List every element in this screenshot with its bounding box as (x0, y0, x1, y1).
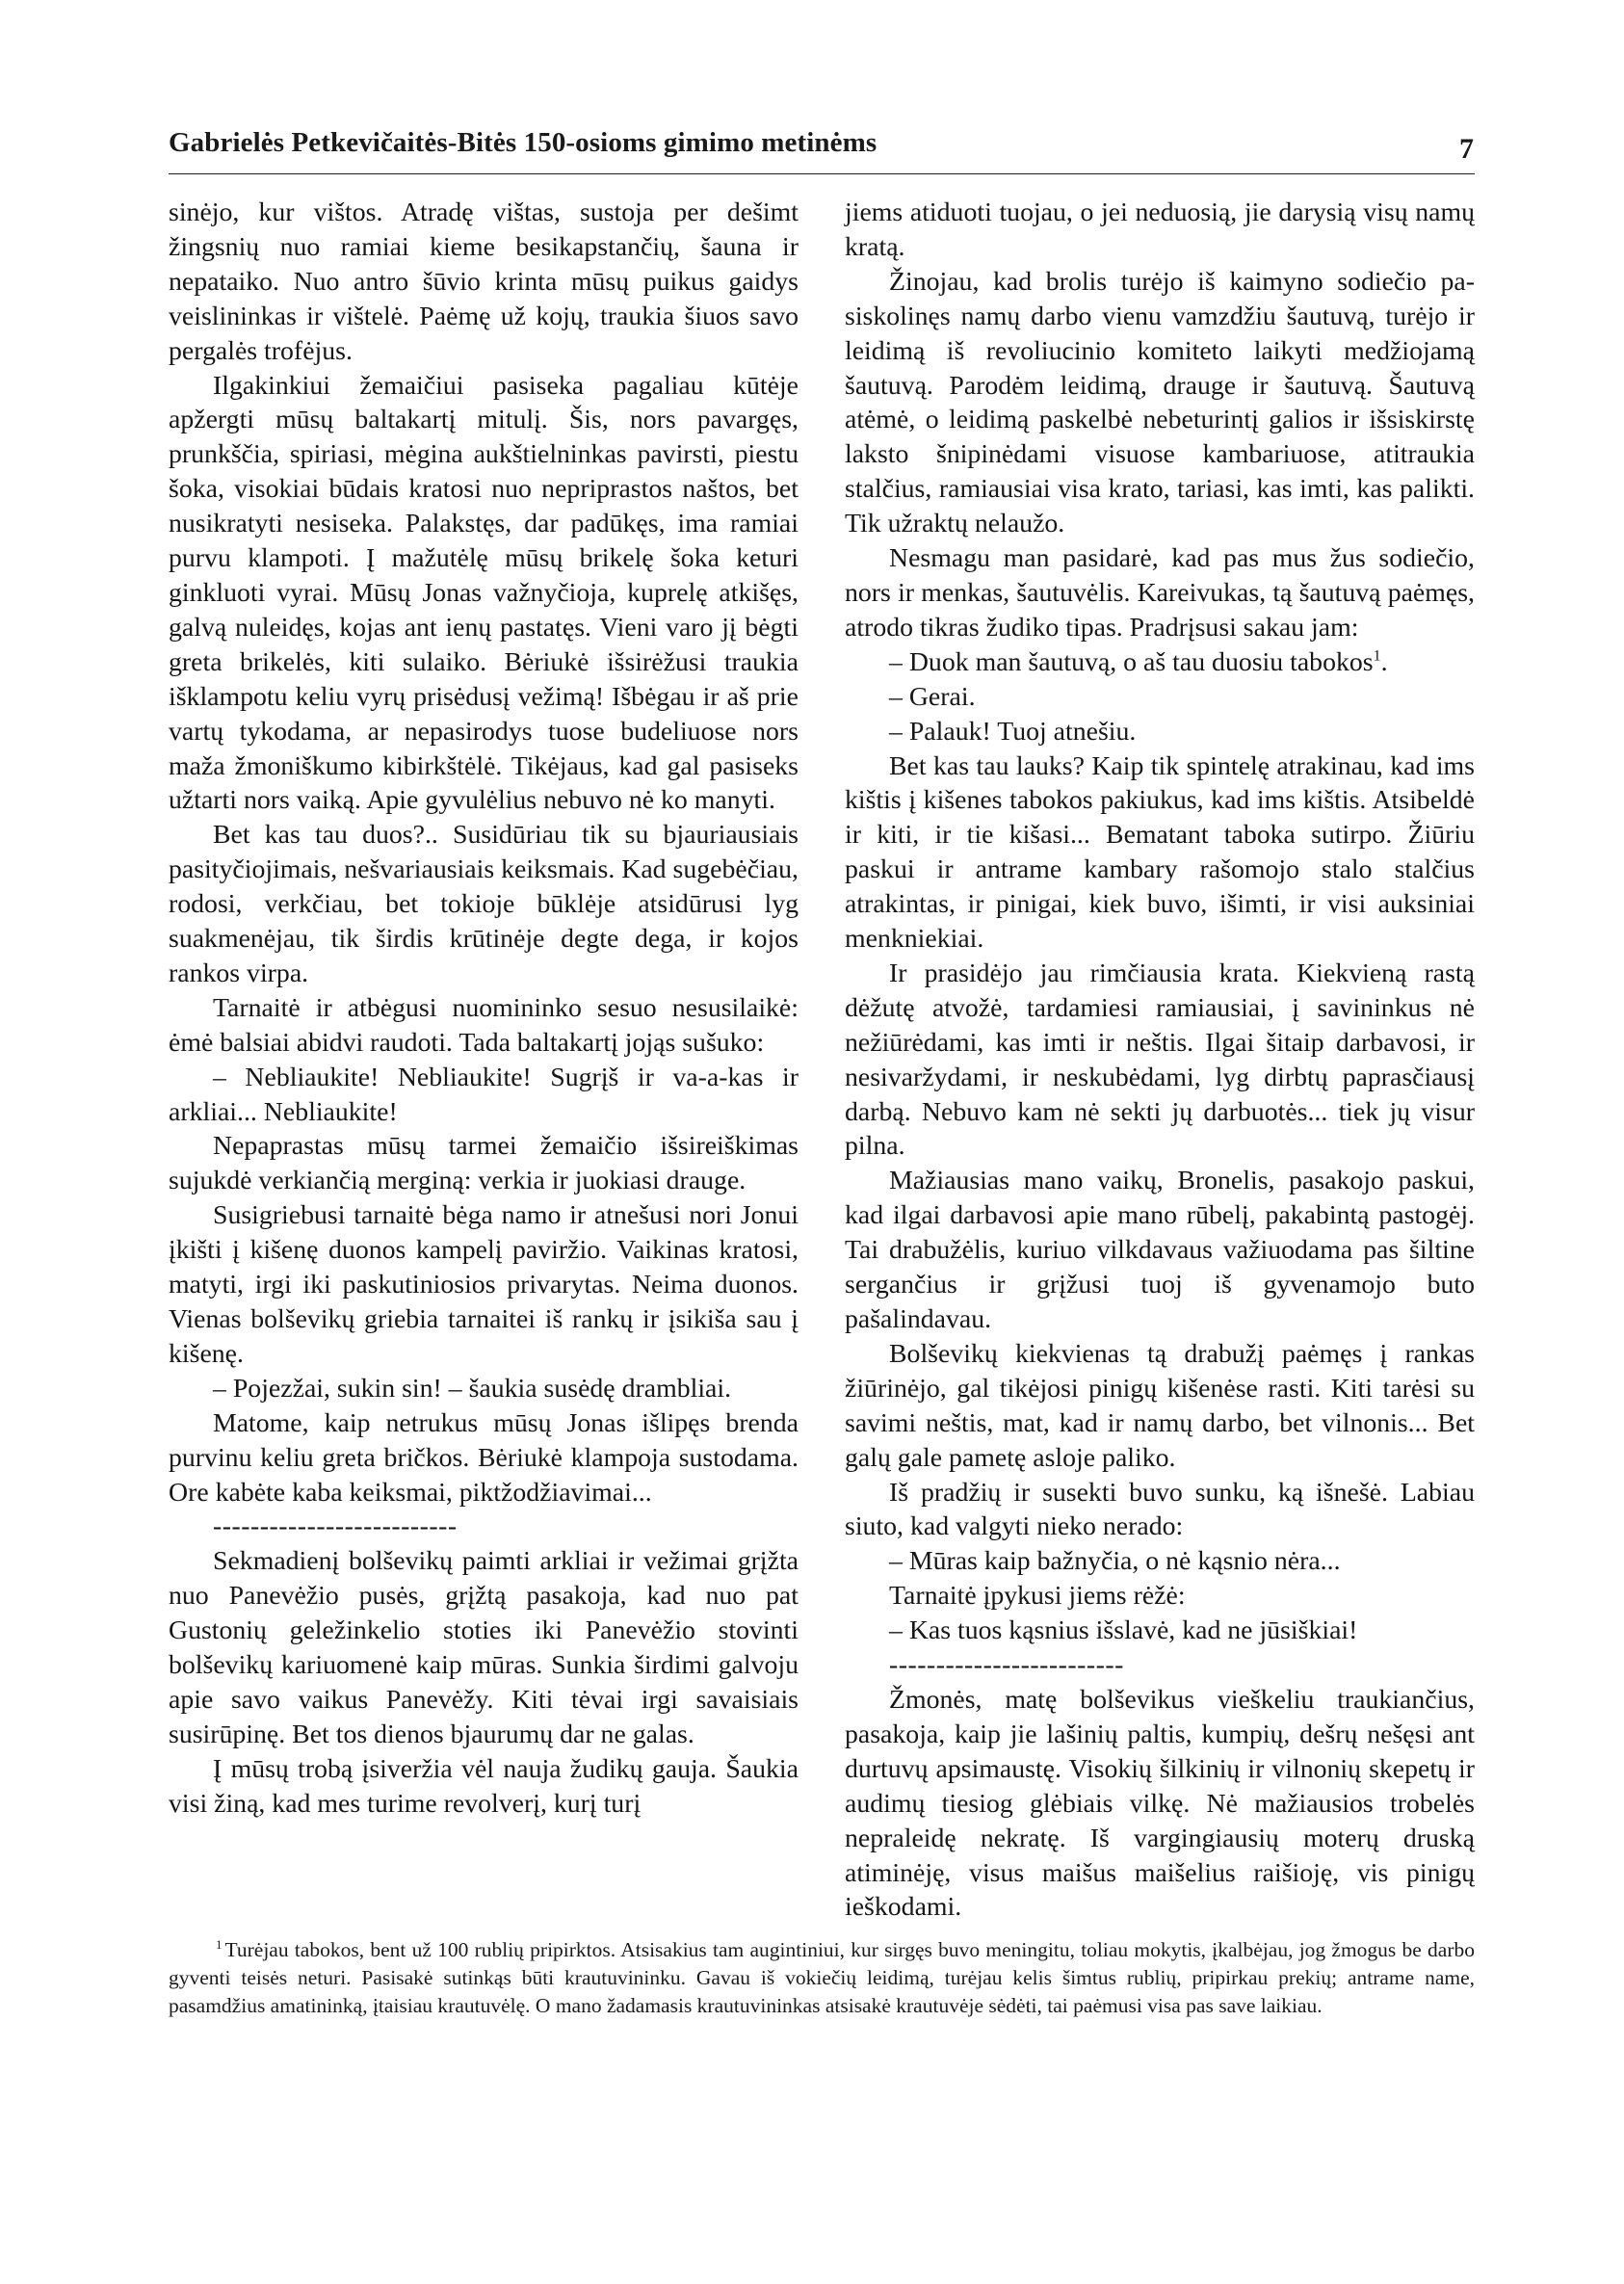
paragraph: Sekmadienį bolševikų paimti arkliai ir vežimai grįžta nuo Panevėžio pusės, grįžtą pasakoja, kad nuo pat Gustonių geležinkelio stoties iki Panevėžio stovinti bolševikų kariuomenė kaip mūras. Sunkia širdimi galvoju apie savo vaikus Panevėžy. Kiti tėvai irgi savaisiais susirūpinę. Bet tos dienos bjaurumų dar ne galas. (169, 1546, 799, 1749)
paragraph: Ir prasidėjo jau rimčiausia krata. Kiekvieną rastą dėžutę atvožė, tardamiesi ramiausiai, į savininkus nė nežiūrėdami, kas imti ir neštis. Ilgai šitaip darbavosi, ir nesivaržydami, ir neskubėdami, lyg dirbtų paprasčiausį darbą. Nebuvo kam nė sekti jų darbuotės... tiek jų visur pilna. (845, 958, 1475, 1162)
paragraph: Iš pradžių ir susekti buvo sunku, ką išnešė. Labiau siuto, kad valgyti nieko nerado: (845, 1477, 1475, 1542)
paragraph: Nesmagu man pasidarė, kad pas mus žus sodiečio, nors ir menkas, šautuvėlis. Kareivukas, tą šautuvą paėmęs, atrodo tikras žudiko tipas. Pradrįsusi sakau jam: (845, 543, 1475, 643)
paragraph: jiems atiduoti tuojau, o jei neduosią, jie darysią visų namų kratą. (845, 197, 1475, 262)
paragraph: Bolševikų kiekvienas tą drabužį paėmęs į rankas žiūrinėjo, gal tikėjosi pinigų kišenėse rasti. Kiti tarėsi su savimi neštis, mat, kad ir namų darbo, bet vilnonis... Bet galų gale pametę asloje paliko. (845, 1338, 1475, 1473)
footnote-marker: 1 (216, 1936, 223, 1952)
running-title: Gabrielės Petkevičaitės-Bitės 150-osioms gimimo metinėms (169, 127, 877, 158)
dialogue-line (845, 645, 1475, 680)
paragraph: Mažiausias mano vaikų, Bronelis, pasakojo paskui, kad ilgai darbavosi apie mano rūbelį, pakabintą pastogėj. Tai drabužėlis, kuriuo vilkdavaus važiuodama pas šiltine sergančius ir grįžusi tuoj iš gyvenamojo buto pašalindavau. (845, 1166, 1475, 1334)
paragraph: Bet kas tau duos?.. Susidūriau tik su bjauriausiais pasityčiojimais, nešvariausiais keiksmais. Kad sugebėčiau, rodosi, verkčiau, bet tokioje būklėje atsidūrusi lyg suakmenėjau, tik širdis krūtinėje degte dega, ir kojos rankos virpa. (169, 820, 799, 988)
dialogue-line: – Nebliaukite! Nebliaukite! Sugrįš ir va-a-kas ir arkliai... Nebliaukite! (169, 1062, 799, 1127)
footnote-area (169, 1936, 1475, 2020)
section-separator: ------------------------- (889, 1650, 1124, 1681)
paragraph: Į mūsų trobą įsiveržia vėl nauja žudikų gauja. Šaukia visi žiną, kad mes turime revolverį, kurį turį (169, 1753, 799, 1819)
paragraph: Nepaprastas mūsų tarmei žemaičio išsireiškimas sujukdė verkiančią merginą: verkia ir juokiasi drauge. (169, 1131, 799, 1196)
paragraph: Susigriebusi tarnaitė bėga namo ir atnešusi nori Jonui įkišti į kišenę duonos kampelį paviržio. Vaikinas kratosi, matyti, irgi iki paskutiniosios privarytas. Neima duonos. Vienas bolševikų griebia tarnaitei iš rankų ir įsikiša sau į kišenę. (169, 1200, 799, 1369)
dialogue-line: – Pojezžai, sukin sin! – šaukia susėdę drambliai. (213, 1373, 732, 1404)
footnote-text: Turėjau tabokos, bent už 100 rublių pripirktos. Atsisakius tam augintiniui, kur sirgęs buvo meningitu, toliau mokytis, įkalbėjau, jog žmogus be darbo gyventi teisės neturi. Pasisakė sutinkąs būti krautuvininku. Gavau iš vokiečių leidimą, turėjau kelis šimtus rublių, pripirkau prekių; antrame name, pasamdžius amatininką, įtaisiau krautuvėlę. O mano žadamasis krautuvininkas atsisakė krautuvėje sėdėti, tai paėmusi visa pas save laikiau. (169, 1938, 1475, 2017)
dialogue-line: – Mūras kaip bažnyčia, o nė kąsnio nėra... (889, 1546, 1341, 1577)
dialogue-line: – Kas tuos kąsnius išslavė, kad ne jūsiškiai! (889, 1615, 1358, 1646)
footnote-reference[interactable]: 1 (1373, 647, 1381, 665)
dialogue-text: – Duok man šautuvą, o aš tau duosiu tabokos (889, 646, 1374, 677)
paragraph: sinėjo, kur vištos. Atradę vištas, sustoja per dešimt žingsnių nuo ramiai kieme besikapstančių, šauna ir nepataiko. Nuo antro šūvio krinta mūsų puikus gaidys veislininkas ir vištelė. Paėmę už kojų, traukia šiuos savo pergalės trofėjus. (169, 197, 799, 366)
section-separator: -------------------------- (213, 1511, 458, 1542)
paragraph: Bet kas tau lauks? Kaip tik spintelę atrakinau, kad ims kištis į kišenes tabokos pakiukus, kad ims kištis. Atsibeldė ir kiti, ir tie kišasi... Bematant taboka sutirpo. Žiūriu paskui ir antrame kambary rašomojo stalo stalčius atrakintas, ir pinigai, kiek buvo, išimti, ir visi auksiniai menkniekiai. (845, 750, 1475, 955)
header-rule (169, 173, 1475, 174)
paragraph: Matome, kaip netrukus mūsų Jonas išlipęs brenda purvinu keliu greta bričkos. Bėriukė klampoja sustodama. Ore kabėte kaba keiksmai, piktžodžiavimai... (169, 1407, 799, 1508)
page-number: 7 (1459, 133, 1474, 165)
paragraph: Ilgakinkiui žemaičiui pasiseka pagaliau kūtėje apžergti mūsų baltakartį mitulį. Šis, nors pavargęs, prunkščia, spiriasi, mėgina aukštielninkas pavirsti, piestu šoka, visokiai būdais kratosi nuo nepriprastos naštos, bet nusikratyti nesiseka. Palakstęs, dar padūkęs, ima ramiai purvu klampoti. Į mažutėlę mūsų brikelę šoka keturi ginkluoti vyrai. Mūsų Jonas važnyčioja, kuprelę atkišęs, galvą nuleidęs, kojas ant ienų pastatęs. Vieni varo jį bėgti greta brikelės, kiti sulaiko. Bėriukė išsirėžusi traukia išklampotu keliu vyrų prisėdusį vežimą! Išbėgau ir aš prie vartų tykodama, ar nepasirodys tuose budeliuose nors maža žmoniškumo kibirkštėlė. Tikėjaus, kad gal pasiseks užtarti nors vaiką. Apie gyvulėlius nebuvo nė ko manyti. (169, 370, 799, 816)
dialogue-line: – Gerai. (889, 681, 976, 712)
paragraph: Tarnaitė įpykusi jiems rėžė: (889, 1581, 1186, 1612)
footnote (169, 1936, 1475, 2020)
dialogue-line: – Palauk! Tuoj atnešiu. (889, 716, 1137, 747)
dialogue-end: . (1380, 646, 1388, 677)
paragraph: Žmonės, matę bolševikus vieškeliu traukiančius, pasakoja, kaip jie lašinių paltis, kumpių, dešrų nešęsi ant durtuvų apsimaustę. Visokių šilkinių ir vilnonių skepetų ir audimų tiesiog glėbiais vilkę. Nė mažiausios trobelės nepraleidę nekratę. Iš vargingiausių moterų druską atiminėję, visus maišus maišelius raišioję, vis pinigų ieškodami. (845, 1684, 1475, 1923)
left-column (169, 196, 799, 1822)
paragraph: Tarnaitė ir atbėgusi nuomininko sesuo nesusilaikė: ėmė balsiai abidvi raudoti. Tada baltakartį jojąs sušuko: (169, 992, 799, 1058)
paragraph: Žinojau, kad brolis turėjo iš kaimyno sodiečio pasiskolinęs namų darbo vienu vamzdžiu šautuvą, turėjo ir leidimą iš revoliucinio komiteto laikyti medžiojamą šautuvą. Parodėm leidimą, drauge ir šautuvą. Šautuvą atėmė, o leidimą paskelbė nebeturintį galios ir išsiskirstę laksto šnipinėdami visuose kambariuose, atitraukia stalčius, ramiausiai visa krato, tariasi, kas imti, kas palikti. Tik užraktų nelaužo. (845, 266, 1475, 539)
right-column (845, 196, 1475, 1925)
